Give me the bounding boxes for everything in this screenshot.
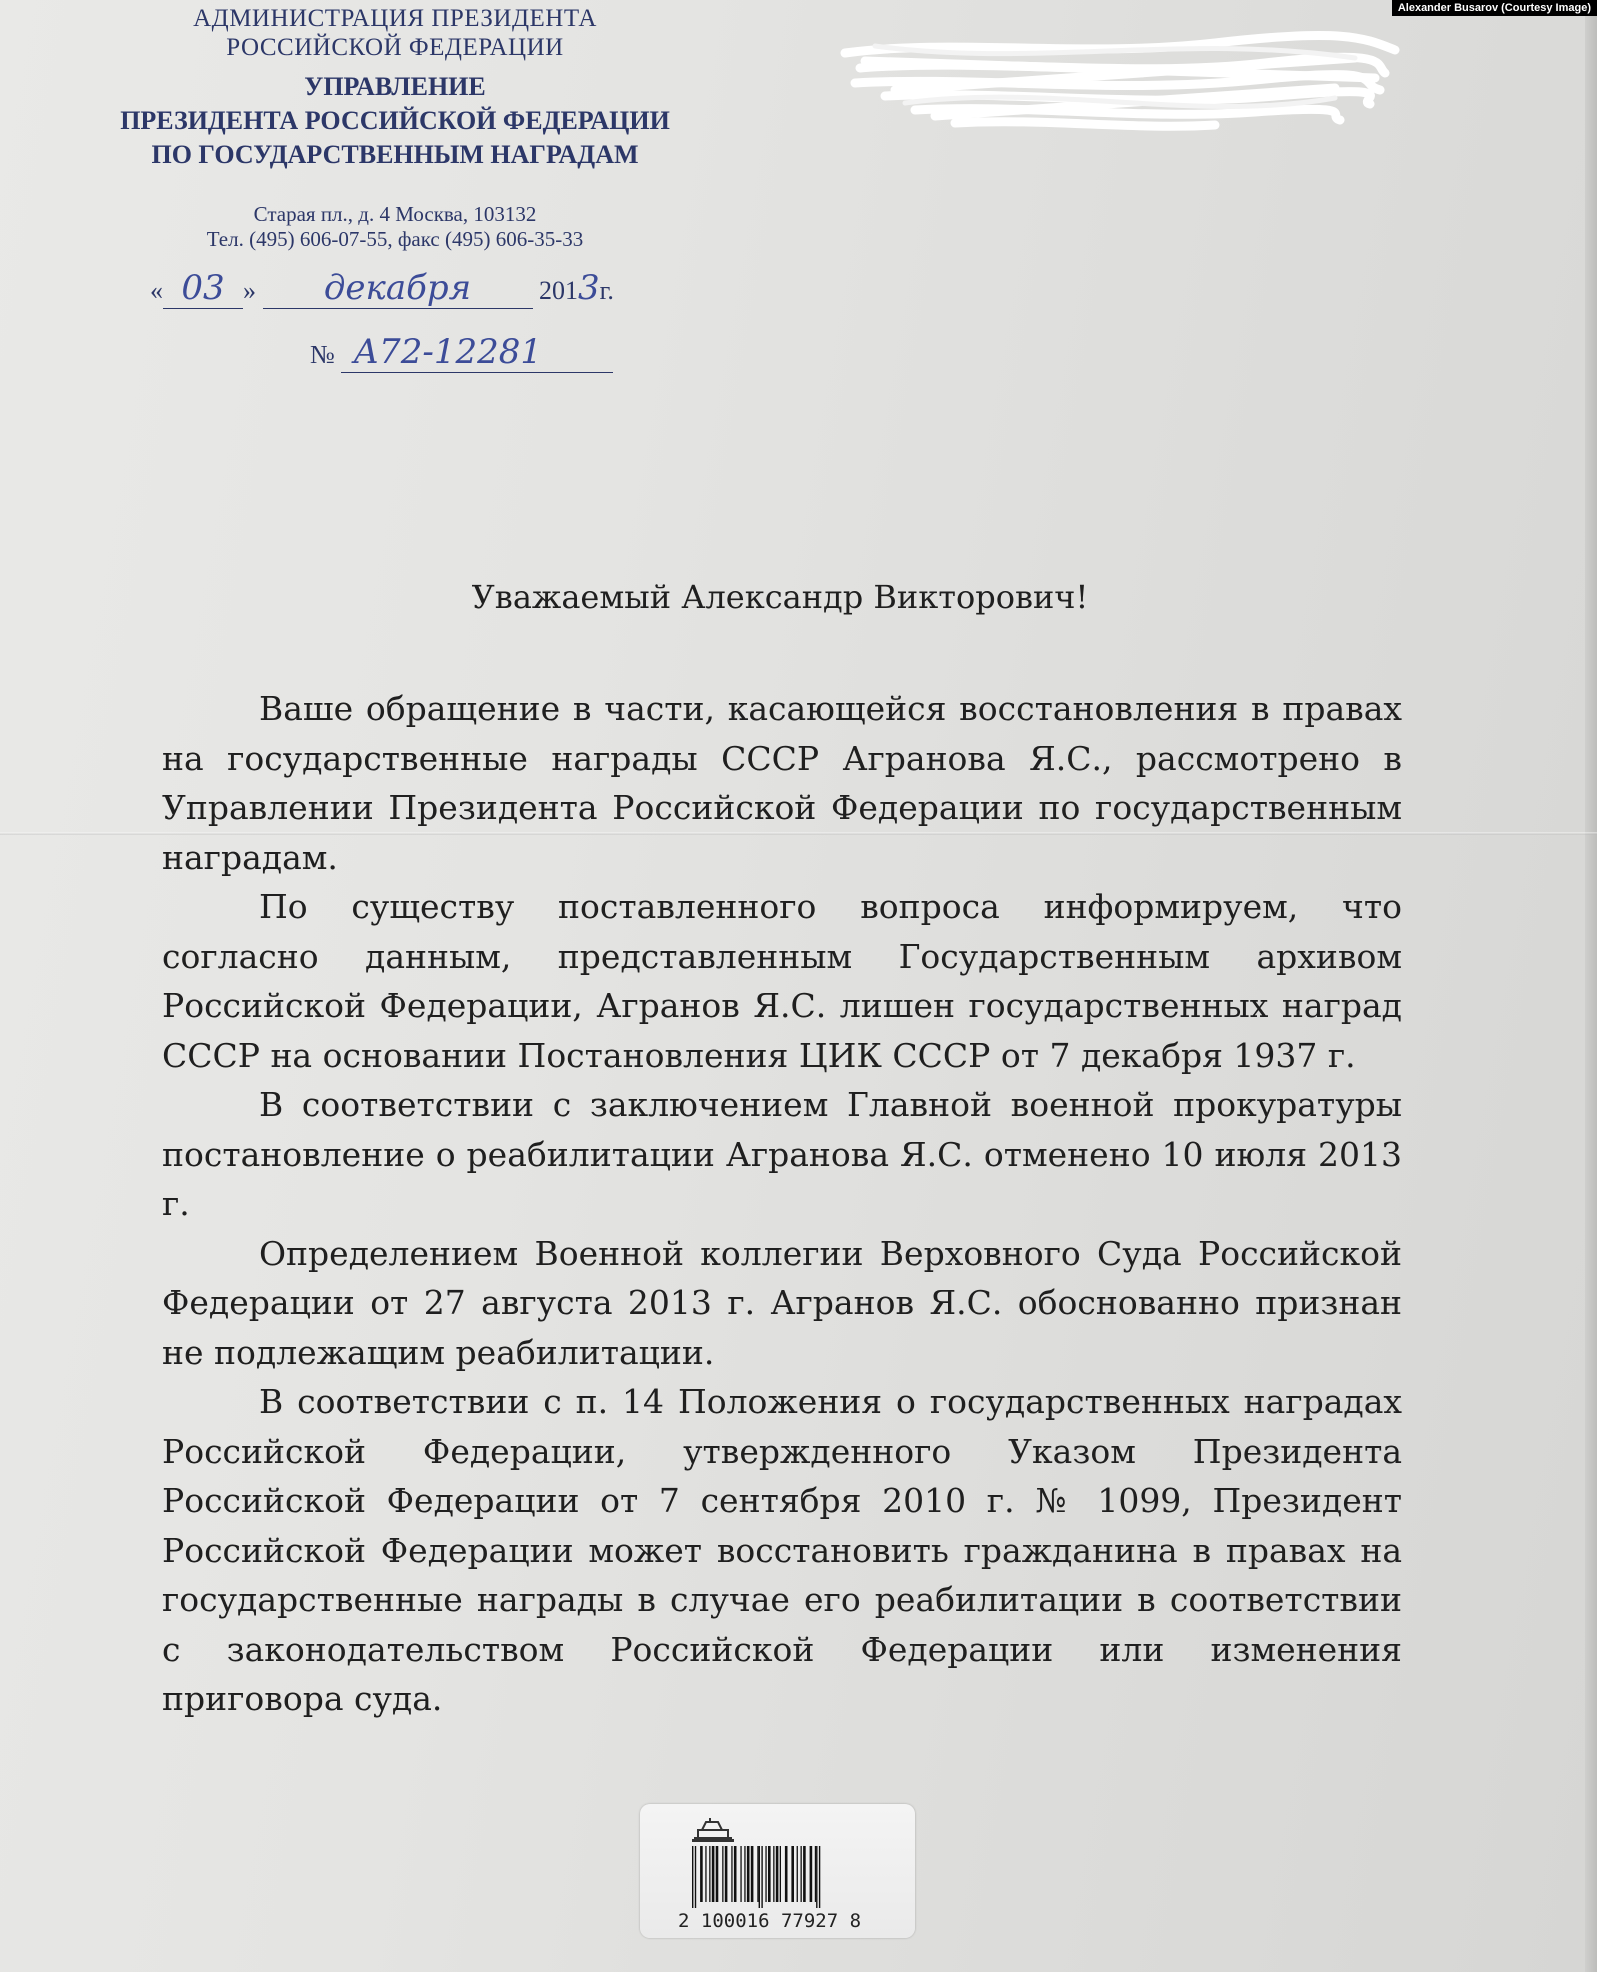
redaction-scribble [835, 28, 1405, 138]
letter-body [162, 684, 1402, 1724]
letterhead-phone: Тел. (495) 606-07-55, факс (495) 606-35-33 [206, 227, 584, 251]
barcode-bar [716, 1846, 719, 1902]
barcode-bar [747, 1846, 750, 1902]
letterhead-dept-line2: ПРЕЗИДЕНТА РОССИЙСКОЙ ФЕДЕРАЦИИ [120, 106, 670, 135]
barcode-bar [780, 1846, 781, 1902]
barcode-bar [734, 1846, 737, 1902]
barcode-bar [810, 1846, 813, 1902]
barcode-guard-bar [816, 1846, 817, 1908]
barcode-bar [705, 1846, 706, 1902]
barcode-bar [709, 1846, 710, 1902]
barcode-bar [791, 1846, 794, 1902]
barcode-bar [801, 1846, 802, 1902]
body-paragraph-3: В соответствии с заключением Главной военной прокуратуры постановление о реабилитации Агранова Я.С. отменено 10 июля 2013 г. [162, 1085, 1402, 1223]
barcode-bar [803, 1846, 806, 1902]
barcode-guard-bar [692, 1846, 693, 1908]
barcode-number: 2 100016 77927 8 [678, 1910, 862, 1932]
letter-date [150, 268, 614, 309]
letterhead-admin-line2: РОССИЙСКОЙ ФЕДЕРАЦИИ [226, 34, 564, 61]
barcode-bar [765, 1846, 766, 1902]
barcode-bar [785, 1846, 788, 1902]
barcode-bars [690, 1846, 870, 1916]
number-sign: № [310, 340, 335, 369]
date-close-quote: » [243, 276, 256, 305]
date-day: 03 [163, 268, 243, 309]
date-month: декабря [263, 268, 533, 309]
letterhead-address: Старая пл., д. 4 Москва, 103132 [253, 202, 537, 226]
body-paragraph-2: По существу поставленного вопроса информируем, что согласно данным, представленным Государственным архивом Российской Федерации, Агранов Я.С. лишен государственных наград СССР на основании Постановления ЦИК СССР от 7 декабря 1937 г. [162, 887, 1402, 1075]
letterhead-department [100, 70, 690, 172]
barcode-bar [773, 1846, 774, 1902]
date-year-prefix: 201 [539, 276, 578, 305]
barcode-bar [731, 1846, 732, 1902]
barcode-bar [768, 1846, 771, 1902]
barcode-bar [722, 1846, 723, 1902]
barcode-guard-bar [759, 1846, 760, 1908]
date-open-quote: « [150, 276, 163, 305]
letterhead-administration [100, 4, 690, 62]
barcode-guard-bar [819, 1846, 820, 1908]
barcode-bar [776, 1846, 779, 1902]
letter-reference-number [310, 332, 613, 373]
barcode-sticker [640, 1804, 915, 1938]
paper-edge-shadow [1585, 0, 1597, 1972]
reference-number-value: А72-12281 [341, 332, 613, 373]
date-year-unit: г. [599, 276, 614, 305]
barcode-bar [757, 1846, 758, 1902]
body-paragraph-4: Определением Военной коллегии Верховного Суда Российской Федерации от 27 августа 2013 г. Агранов Я.С. обоснованно признан не подлежащим реабилитации. [162, 1233, 1402, 1372]
barcode-bar [744, 1846, 745, 1902]
barcode-guard-bar [695, 1846, 696, 1908]
barcode-bar [712, 1846, 715, 1902]
letterhead-dept-line3: ПО ГОСУДАРСТВЕННЫМ НАГРАДАМ [151, 140, 639, 169]
body-paragraph-5: В соответствии с п. 14 Положения о государственных наградах Российской Федерации, утвержденного Указом Президента Российской Федерации от 7 сентября 2010 г. № 1099, Президент Российской Федерации может восстановить гражданина в правах на государственные награды в случае его реабилитации в соответствии с законодательством Российской Федерации или изменения приговора суда. [162, 1382, 1402, 1718]
barcode-bar [700, 1846, 703, 1902]
letterhead-contacts [100, 202, 690, 252]
barcode-bar [740, 1846, 741, 1902]
barcode-bar [815, 1846, 816, 1902]
letterhead-dept-line1: УПРАВЛЕНИЕ [304, 72, 486, 101]
date-year-suffix: 3 [578, 268, 600, 308]
barcode-bar [797, 1846, 798, 1902]
salutation: Уважаемый Александр Викторович! [471, 578, 1089, 616]
barcode-bar [751, 1846, 754, 1902]
barcode-guard-bar [761, 1846, 762, 1908]
letterhead-admin-line1: АДМИНИСТРАЦИЯ ПРЕЗИДЕНТА [193, 5, 597, 32]
barcode-bar [725, 1846, 728, 1902]
post-emblem-icon [688, 1816, 738, 1844]
body-paragraph-1: Ваше обращение в части, касающейся восстановления в правах на государственные награды СССР Агранова Я.С., рассмотрено в Управлении Президента Российской Федерации по государственным наградам. [162, 689, 1402, 877]
photo-credit: Alexander Busarov (Courtesy Image) [1392, 0, 1597, 16]
